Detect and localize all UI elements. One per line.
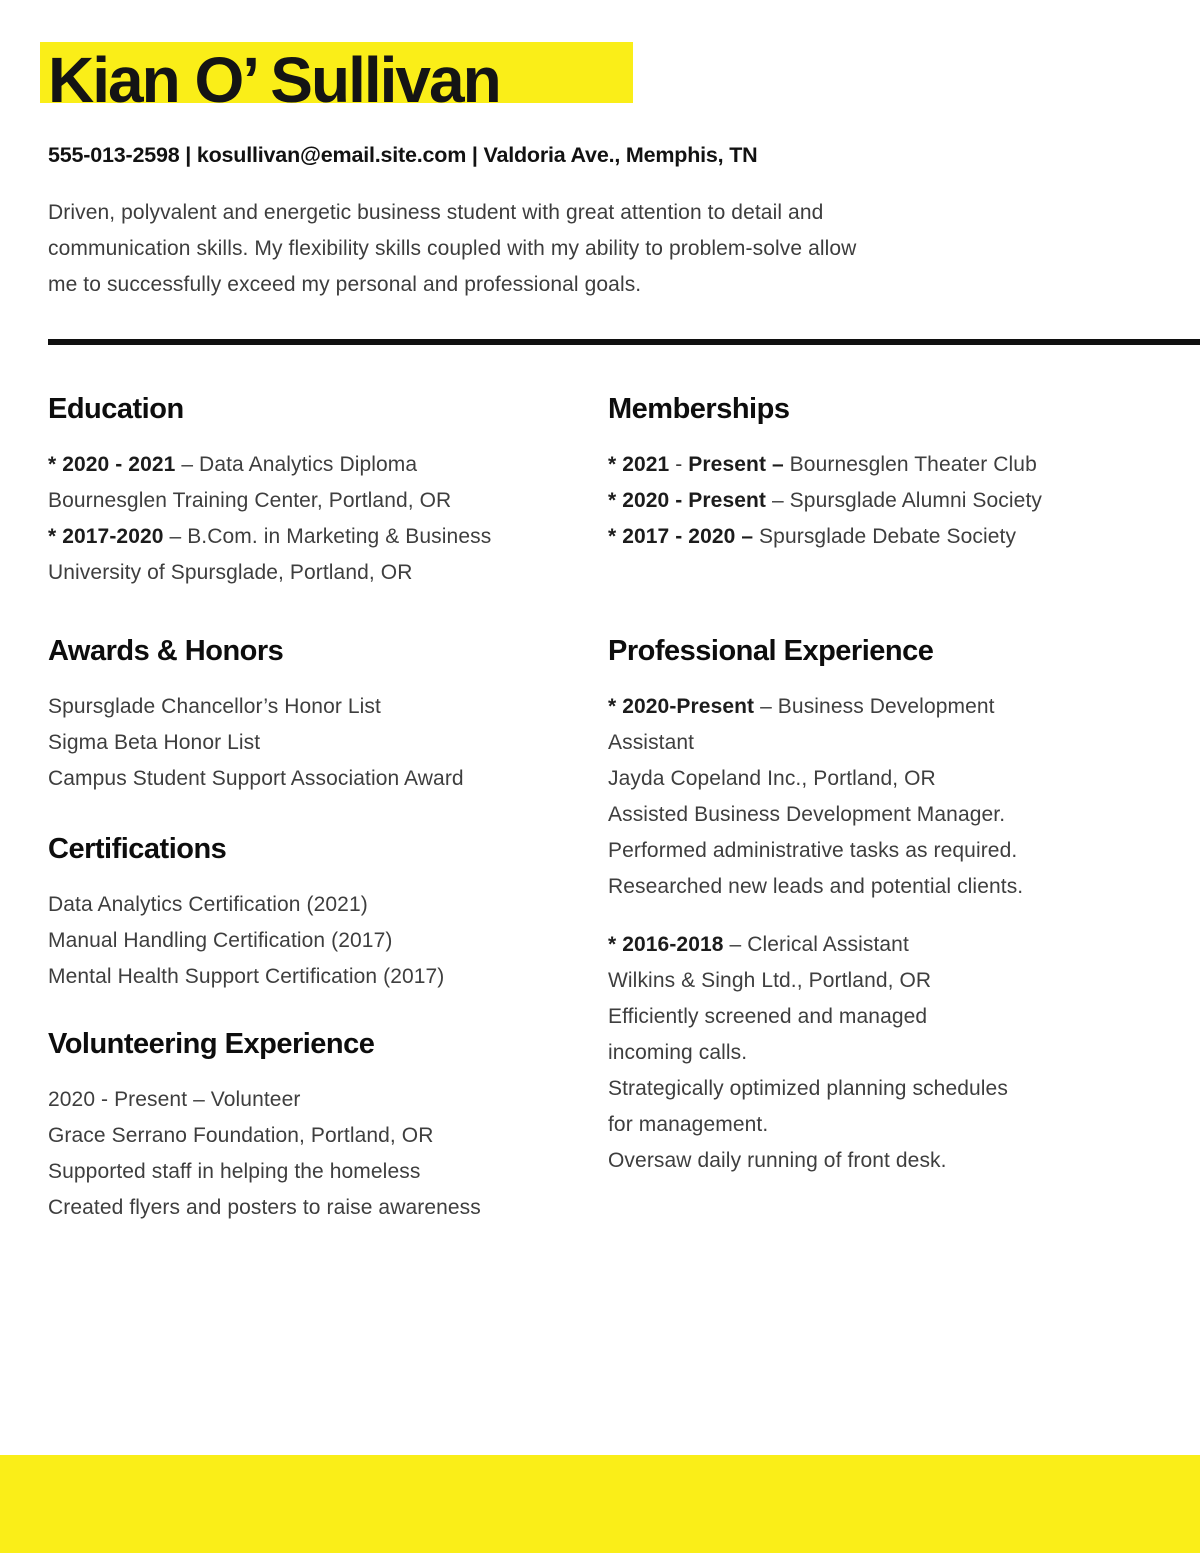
- text-line: University of Spursglade, Portland, OR: [48, 561, 413, 584]
- certifications-lines: [48, 887, 560, 995]
- section-volunteering: [48, 1028, 560, 1226]
- summary-paragraph: [48, 195, 1200, 303]
- two-column-body: [48, 345, 1200, 1226]
- text-line: * 2017 - 2020 – Spursglade Debate Society: [608, 525, 1017, 548]
- professional-title: Professional Experience: [608, 635, 934, 667]
- text-line: for management.: [608, 1113, 769, 1136]
- volunteering-lines: [48, 1082, 560, 1226]
- text-line: Mental Health Support Certification (2017): [48, 965, 445, 988]
- section-certifications: [48, 833, 560, 995]
- professional-job-2: [608, 927, 1188, 1179]
- education-title: Education: [48, 393, 184, 425]
- awards-title: Awards & Honors: [48, 635, 284, 667]
- left-column: [48, 393, 560, 1226]
- text-line: Data Analytics Certification (2021): [48, 893, 368, 916]
- text-line: Grace Serrano Foundation, Portland, OR: [48, 1124, 434, 1147]
- text-line: Manual Handling Certification (2017): [48, 929, 393, 952]
- memberships-title: Memberships: [608, 393, 790, 425]
- text-line: Supported staff in helping the homeless: [48, 1160, 421, 1183]
- resume-header: [0, 0, 1200, 303]
- text-line: communication skills. My flexibility skills coupled with my ability to problem-solve allow: [48, 237, 857, 260]
- text-line: Strategically optimized planning schedules: [608, 1077, 1008, 1100]
- text-line: Performed administrative tasks as required.: [608, 839, 1018, 862]
- text-line: Researched new leads and potential clients.: [608, 875, 1024, 898]
- text-line: Sigma Beta Honor List: [48, 731, 261, 754]
- text-line: Assistant: [608, 731, 695, 754]
- section-memberships: [608, 393, 1188, 555]
- text-line: Jayda Copeland Inc., Portland, OR: [608, 767, 936, 790]
- memberships-lines: [608, 447, 1188, 555]
- section-professional-experience: [608, 635, 1188, 1179]
- section-education: [48, 393, 560, 591]
- text-line: * 2020 - 2021 – Data Analytics Diploma: [48, 453, 418, 476]
- text-line: Assisted Business Development Manager.: [608, 803, 1006, 826]
- text-line: * 2016-2018 – Clerical Assistant: [608, 933, 909, 956]
- education-lines: [48, 447, 560, 591]
- contact-line: 555-013-2598 | kosullivan@email.site.com | Valdoria Ave., Memphis, TN: [48, 143, 758, 167]
- text-line: Driven, polyvalent and energetic business student with great attention to detail and: [48, 201, 824, 224]
- text-line: Wilkins & Singh Ltd., Portland, OR: [608, 969, 932, 992]
- text-line: * 2017-2020 – B.Com. in Marketing & Business: [48, 525, 492, 548]
- person-name: Kian O’ Sullivan: [48, 44, 500, 116]
- section-awards: [48, 635, 560, 797]
- text-line: me to successfully exceed my personal and professional goals.: [48, 273, 642, 296]
- footer-yellow-bar: [0, 1455, 1200, 1553]
- certifications-title: Certifications: [48, 833, 227, 865]
- text-line: Spursglade Chancellor’s Honor List: [48, 695, 381, 718]
- professional-job-1: [608, 689, 1188, 905]
- awards-lines: [48, 689, 560, 797]
- text-line: Campus Student Support Association Award: [48, 767, 464, 790]
- text-line: incoming calls.: [608, 1041, 748, 1064]
- text-line: * 2021 - Present – Bournesglen Theater Club: [608, 453, 1037, 476]
- text-line: * 2020 - Present – Spursglade Alumni Society: [608, 489, 1042, 512]
- text-line: Efficiently screened and managed: [608, 1005, 928, 1028]
- text-line: 2020 - Present – Volunteer: [48, 1088, 301, 1111]
- text-line: Bournesglen Training Center, Portland, OR: [48, 489, 452, 512]
- text-line: * 2020-Present – Business Development: [608, 695, 995, 718]
- text-line: Created flyers and posters to raise awareness: [48, 1196, 481, 1219]
- right-column: [608, 393, 1188, 1226]
- volunteering-title: Volunteering Experience: [48, 1028, 375, 1060]
- text-line: Oversaw daily running of front desk.: [608, 1149, 947, 1172]
